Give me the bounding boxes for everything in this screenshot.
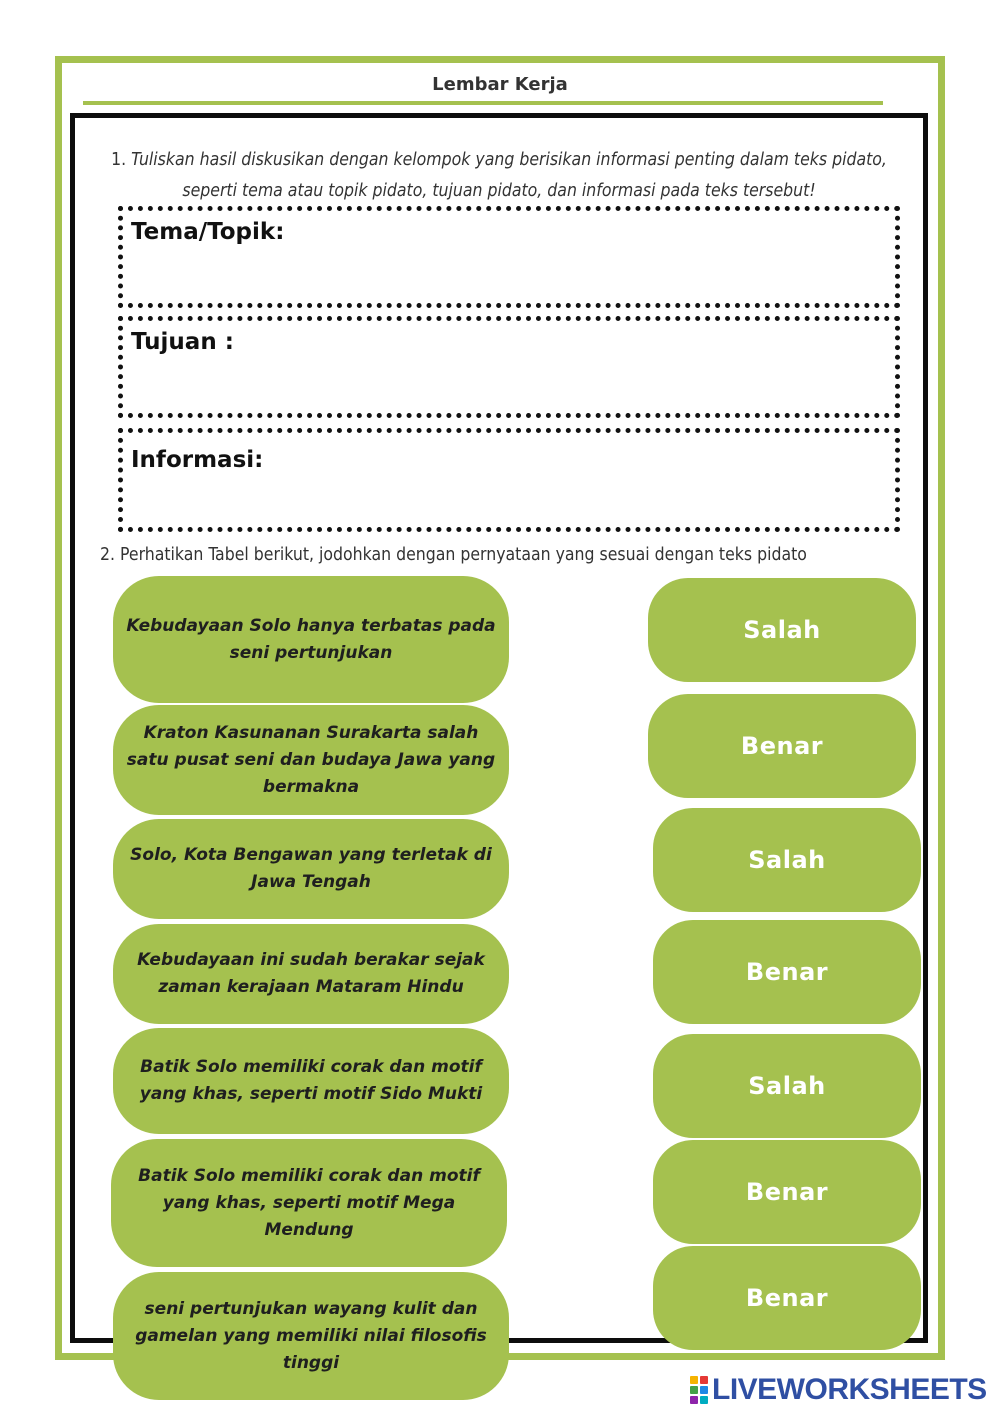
answer-pill[interactable]: Benar (653, 1246, 921, 1350)
answer-pill[interactable]: Benar (648, 694, 916, 798)
question-1 (104, 145, 894, 207)
title-underline (83, 101, 883, 105)
answer-pill[interactable]: Benar (653, 1140, 921, 1244)
answer-box-tujuan[interactable] (118, 316, 900, 418)
page-title: Lembar Kerja (432, 74, 568, 95)
logo-text: LIVEWORKSHEETS (712, 1373, 987, 1406)
question-1-number: 1. (111, 150, 127, 170)
question-2: 2. Perhatikan Tabel berikut, jodohkan dengan pernyataan yang sesuai dengan teks pidato (100, 545, 807, 565)
statement-card[interactable]: Kebudayaan Solo hanya terbatas pada seni pertunjukan (113, 576, 509, 703)
answer-pill[interactable]: Salah (648, 578, 916, 682)
answer-pill[interactable]: Benar (653, 920, 921, 1024)
statement-card[interactable]: Kebudayaan ini sudah berakar sejak zaman kerajaan Mataram Hindu (113, 924, 509, 1024)
logo-grid-icon (690, 1376, 708, 1404)
statement-card[interactable]: Solo, Kota Bengawan yang terletak di Jawa Tengah (113, 819, 509, 919)
statement-card[interactable]: seni pertunjukan wayang kulit dan gamelan yang memiliki nilai filosofis tinggi (113, 1272, 509, 1400)
answer-box-tujuan-label: Tujuan : (131, 329, 234, 355)
statement-card[interactable]: Batik Solo memiliki corak dan motif yang khas, seperti motif Mega Mendung (111, 1139, 507, 1267)
answer-box-tema-label: Tema/Topik: (131, 219, 285, 245)
statement-card[interactable]: Kraton Kasunanan Surakarta salah satu pusat seni dan budaya Jawa yang bermakna (113, 705, 509, 815)
answer-pill[interactable]: Salah (653, 1034, 921, 1138)
question-1-text: Tuliskan hasil diskusikan dengan kelompok yang berisikan informasi penting dalam teks pidato, seperti tema atau topik pidato, tujuan pidato, dan informasi pada teks tersebut! (131, 150, 887, 201)
liveworksheets-logo (690, 1372, 987, 1408)
answer-box-informasi-label: Informasi: (131, 447, 264, 473)
statement-card[interactable]: Batik Solo memiliki corak dan motif yang khas, seperti motif Sido Mukti (113, 1028, 509, 1134)
answer-box-tema[interactable] (118, 206, 900, 308)
answer-box-informasi[interactable] (118, 428, 900, 532)
answer-pill[interactable]: Salah (653, 808, 921, 912)
